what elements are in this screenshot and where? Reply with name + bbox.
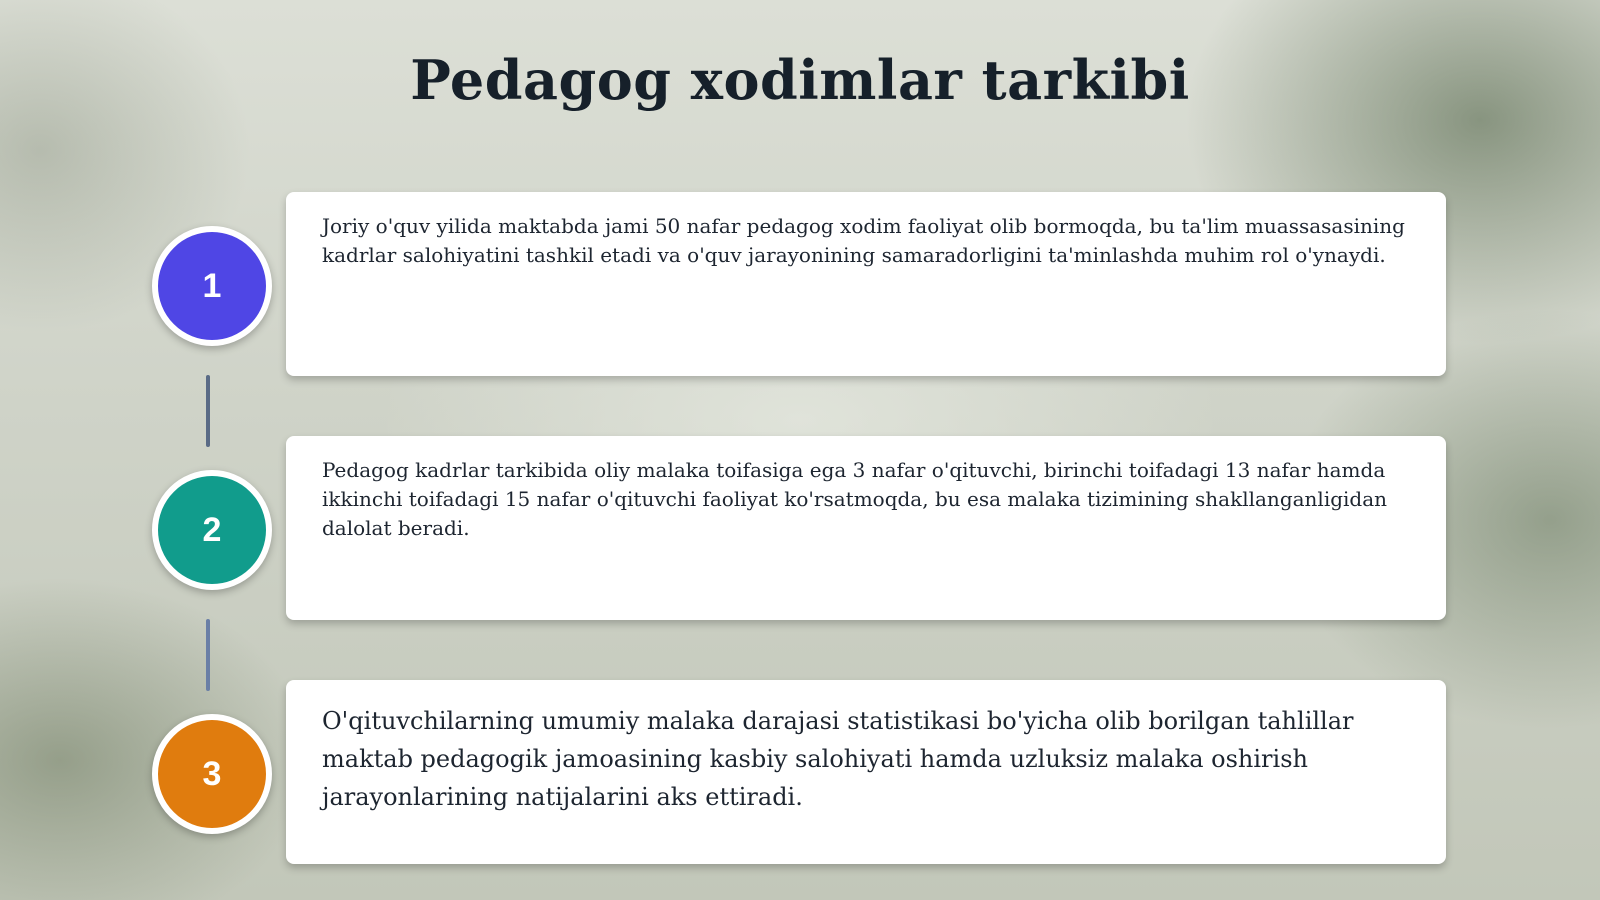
step-description: Pedagog kadrlar tarkibida oliy malaka toifasiga ega 3 nafar o'qituvchi, birinchi toifadagi 13 nafar hamda ikkinchi toifadagi 15 nafar o'qituvchi faoliyat ko'rsatmoqda, bu esa malaka tizimining shakllanganligidan dalolat beradi. xyxy=(322,458,1388,540)
step-number-badge: 1 xyxy=(152,226,272,346)
page-title: Pedagog xodimlar tarkibi xyxy=(410,48,1190,112)
step-1 xyxy=(0,192,1600,376)
step-card xyxy=(286,680,1446,864)
step-number-badge: 2 xyxy=(152,470,272,590)
step-description: Joriy o'quv yilida maktabda jami 50 nafar pedagog xodim faoliyat olib bormoqda, bu ta'lim muassasasining kadrlar salohiyatini tashkil etadi va o'quv jarayonining samaradorligini ta'minlashda muhim rol o'ynaydi. xyxy=(322,214,1405,267)
step-card xyxy=(286,436,1446,620)
step-card xyxy=(286,192,1446,376)
step-description: O'qituvchilarning umumiy malaka darajasi statistikasi bo'yicha olib borilgan tahlillar maktab pedagogik jamoasining kasbiy salohiyati hamda uzluksiz malaka oshirish jarayonlarining natijalarini aks ettiradi. xyxy=(322,707,1354,811)
step-number-badge: 3 xyxy=(152,714,272,834)
step-2 xyxy=(0,436,1600,620)
step-3 xyxy=(0,680,1600,864)
